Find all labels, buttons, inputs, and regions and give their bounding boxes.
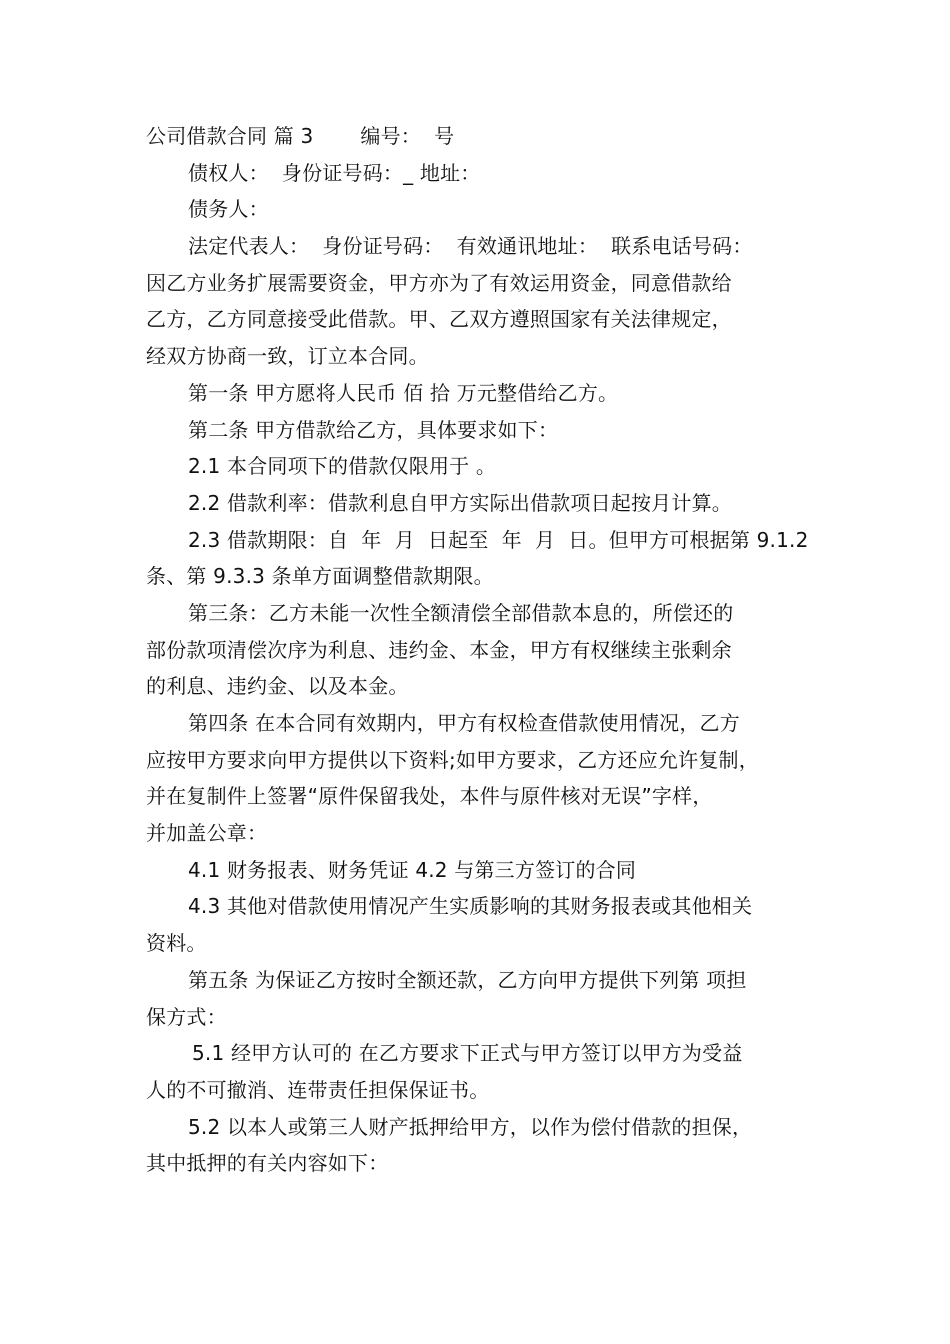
clause-2-3-line: 2.3 借款期限：自 年 月 日起至 年 月 日。但甲方可根据第 9.1.2 <box>188 527 809 552</box>
article-4-line: 第四条 在本合同有效期内，甲方有权检查借款使用情况，乙方 <box>188 711 740 735</box>
paragraph-line: 部份款项清偿次序为利息、违约金、本金，甲方有权继续主张剩余 <box>146 637 732 662</box>
clause-5-2-line: 5.2 以本人或第三人财产抵押给甲方，以作为偿付借款的担保， <box>188 1114 753 1139</box>
clause-5-1-line: 5.1 经甲方认可的 在乙方要求下正式与甲方签订以甲方为受益 <box>192 1041 743 1066</box>
clause-2-2-line: 2.2 借款利率：借款利息自甲方实际出借款项日起按月计算。 <box>188 490 732 515</box>
debtor-line: 债务人： <box>188 197 269 222</box>
legal-representative-line: 法定代表人： 身份证号码： 有效通讯地址： 联系电话号码： <box>188 234 753 259</box>
paragraph-line: 人的不可撤消、连带责任担保保证书。 <box>146 1077 490 1102</box>
article-1-line: 第一条 甲方愿将人民币 佰 拾 万元整借给乙方。 <box>188 380 619 405</box>
paragraph-line: 其中抵押的有关内容如下： <box>146 1151 389 1176</box>
paragraph-line: 的利息、违约金、以及本金。 <box>146 674 409 699</box>
paragraph-line: 应按甲方要求向甲方提供以下资料;如甲方要求，乙方还应允许复制， <box>146 747 759 772</box>
article-3-line: 第三条：乙方未能一次性全额清偿全部借款本息的，所偿还的 <box>188 600 734 625</box>
paragraph-line: 并加盖公章： <box>146 821 268 846</box>
article-2-line: 第二条 甲方借款给乙方，具体要求如下： <box>188 417 559 442</box>
paragraph-line: 经双方协商一致，订立本合同。 <box>146 344 429 369</box>
clause-4-3-line: 4.3 其他对借款使用情况产生实质影响的其财务报表或其他相关 <box>188 894 753 919</box>
paragraph-line: 乙方，乙方同意接受此借款。甲、乙双方遵照国家有关法律规定， <box>146 307 732 332</box>
paragraph-line: 因乙方业务扩展需要资金，甲方亦为了有效运用资金，同意借款给 <box>146 270 732 295</box>
paragraph-line: 保方式： <box>146 1004 227 1029</box>
paragraph-line: 条、第 9.3.3 条单方面调整借款期限。 <box>146 564 494 589</box>
document-title-line: 公司借款合同 篇 3 编号： 号 <box>146 124 455 148</box>
clause-2-1-line: 2.1 本合同项下的借款仅限用于 。 <box>188 454 497 479</box>
document-body <box>146 118 810 1182</box>
paragraph-line: 资料。 <box>146 931 207 956</box>
clause-4-1-line: 4.1 财务报表、财务凭证 4.2 与第三方签订的合同 <box>188 857 637 882</box>
paragraph-line: 并在复制件上签署“原件保留我处，本件与原件核对无误”字样， <box>146 784 713 809</box>
creditor-line: 债权人： 身份证号码：_ 地址： <box>188 160 481 185</box>
article-5-line: 第五条 为保证乙方按时全额还款，乙方向甲方提供下列第 项担 <box>188 967 747 992</box>
